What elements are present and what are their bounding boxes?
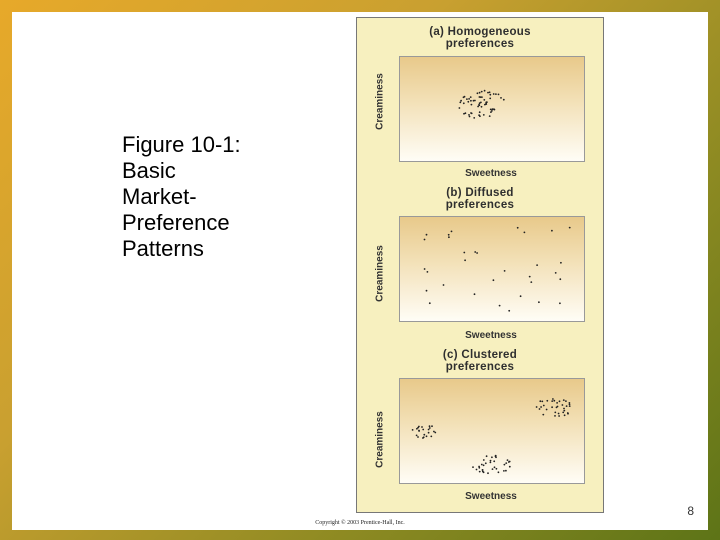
- preference-dot: [451, 231, 453, 233]
- panel-c-ylabel: Creaminess: [374, 411, 386, 468]
- preference-dot: [487, 92, 489, 94]
- preference-dot: [563, 399, 565, 401]
- preference-dot: [560, 262, 562, 264]
- preference-dot: [473, 100, 475, 102]
- preference-dot: [546, 400, 548, 402]
- preference-dot: [476, 469, 478, 471]
- preference-dot: [500, 97, 502, 99]
- preference-dot: [478, 104, 480, 106]
- title-line: Figure 10-1:: [122, 132, 241, 157]
- preference-dot: [509, 466, 511, 468]
- preference-dot: [423, 434, 425, 436]
- preference-dot: [491, 110, 493, 112]
- panel-c-xlabel: Sweetness: [465, 491, 517, 502]
- preference-dot: [482, 469, 484, 471]
- preference-dot: [422, 429, 424, 431]
- preference-dot: [469, 116, 471, 118]
- preference-dot: [418, 430, 420, 432]
- preference-dot: [504, 270, 506, 272]
- panel-c-dots: [400, 379, 584, 483]
- preference-dot: [495, 455, 497, 457]
- preference-dot: [466, 98, 468, 100]
- preference-dot: [471, 104, 473, 106]
- panel-c-plot: [399, 378, 585, 484]
- preference-dot: [524, 232, 526, 234]
- preference-dot: [479, 471, 481, 473]
- preference-dot: [543, 405, 545, 407]
- preference-dot: [430, 436, 432, 438]
- preference-dot: [433, 431, 435, 433]
- page-number: 8: [687, 504, 694, 518]
- preference-dot: [482, 471, 484, 473]
- preference-dot: [509, 461, 511, 463]
- preference-dot: [464, 259, 466, 261]
- preference-dot: [554, 412, 556, 414]
- preference-dot: [489, 94, 491, 96]
- preference-dot: [492, 108, 494, 110]
- preference-dot: [460, 100, 462, 102]
- preference-dot: [483, 99, 485, 101]
- preference-dot: [412, 429, 414, 431]
- preference-dot: [553, 400, 555, 402]
- preference-dot: [569, 405, 571, 407]
- preference-dot: [505, 462, 507, 464]
- preference-dot: [485, 103, 487, 105]
- preference-dot: [558, 415, 560, 417]
- preference-dot: [490, 462, 492, 464]
- preference-dot: [479, 111, 481, 113]
- preference-dot: [480, 102, 482, 104]
- preference-dot: [476, 252, 478, 254]
- preference-dot: [463, 252, 465, 254]
- preference-dot: [472, 466, 474, 468]
- preference-dot: [529, 276, 531, 278]
- preference-dot: [426, 435, 428, 437]
- preference-dot: [468, 98, 470, 100]
- preference-dot: [426, 234, 428, 236]
- preference-dot: [504, 464, 506, 466]
- preference-dot: [493, 460, 495, 462]
- preference-dot: [448, 236, 450, 238]
- preference-dot: [563, 410, 565, 412]
- preference-dot: [426, 290, 428, 292]
- preference-dot: [424, 239, 426, 241]
- preference-dot: [536, 264, 538, 266]
- panel-b-plot: [399, 216, 585, 322]
- slide: [12, 12, 708, 530]
- preference-dot: [418, 426, 420, 428]
- preference-dot: [498, 94, 500, 96]
- preference-dot: [459, 107, 461, 109]
- preference-dot: [474, 293, 476, 295]
- preference-dot: [487, 472, 489, 474]
- preference-dot: [551, 406, 553, 408]
- preference-dot: [495, 93, 497, 95]
- preference-dot: [428, 432, 430, 434]
- panel-b-dots: [400, 217, 584, 321]
- preference-dot: [489, 98, 491, 100]
- panel-b-title: (b) Diffused preferences: [445, 187, 515, 211]
- preference-dot: [499, 305, 501, 307]
- preference-dot: [490, 109, 492, 111]
- preference-dot: [428, 429, 430, 431]
- preference-dot: [470, 96, 472, 98]
- preference-dot: [494, 466, 496, 468]
- panel-a-plot: [399, 56, 585, 162]
- preference-dot: [546, 409, 548, 411]
- preference-dot: [468, 114, 470, 116]
- preference-dot: [551, 400, 553, 402]
- preference-dot: [538, 301, 540, 303]
- preference-dot: [559, 302, 561, 304]
- preference-dot: [483, 464, 485, 466]
- preference-dot: [562, 412, 564, 414]
- preference-dot: [490, 460, 492, 462]
- preference-dot: [429, 425, 431, 427]
- preference-dot: [552, 398, 554, 400]
- preference-dot: [520, 295, 522, 297]
- preference-dot: [481, 464, 483, 466]
- preference-dot: [493, 279, 495, 281]
- preference-dot: [429, 427, 431, 429]
- preference-dot: [563, 408, 565, 410]
- preference-dot: [498, 471, 500, 473]
- preference-dot: [486, 455, 488, 457]
- preference-dot: [507, 459, 509, 461]
- preference-dot: [424, 268, 426, 270]
- preference-dot: [416, 428, 418, 430]
- preference-dot: [555, 272, 557, 274]
- preference-dot: [417, 436, 419, 438]
- preference-figure: [356, 17, 604, 513]
- title-line: Patterns: [122, 236, 204, 261]
- preference-dot: [463, 102, 465, 104]
- panel-c-title: (c) Clustered preferences: [442, 349, 518, 373]
- preference-dot: [431, 425, 433, 427]
- preference-dot: [474, 251, 476, 253]
- preference-dot: [566, 405, 568, 407]
- preference-dot: [484, 90, 486, 92]
- preference-dot: [517, 227, 519, 229]
- preference-dot: [473, 117, 475, 119]
- preference-dot: [539, 400, 541, 402]
- preference-dot: [556, 407, 558, 409]
- preference-dot: [470, 100, 472, 102]
- panel-b-xlabel: Sweetness: [465, 330, 517, 341]
- preference-dot: [541, 401, 543, 403]
- preference-dot: [540, 406, 542, 408]
- preference-dot: [559, 400, 561, 402]
- preference-dot: [463, 113, 465, 115]
- preference-dot: [551, 230, 553, 232]
- preference-dot: [464, 96, 466, 98]
- preference-dot: [508, 310, 510, 312]
- preference-dot: [493, 93, 495, 95]
- preference-dot: [480, 96, 482, 98]
- title-line: Preference: [122, 210, 230, 235]
- preference-dot: [416, 435, 418, 437]
- preference-dot: [459, 102, 461, 104]
- preference-dot: [503, 99, 505, 101]
- preference-dot: [470, 112, 472, 114]
- panel-b-ylabel: Creaminess: [374, 245, 386, 302]
- preference-dot: [489, 91, 491, 93]
- preference-dot: [564, 414, 566, 416]
- preference-dot: [503, 470, 505, 472]
- preference-dot: [539, 408, 541, 410]
- preference-dot: [491, 456, 493, 458]
- preference-dot: [421, 426, 423, 428]
- preference-dot: [562, 404, 564, 406]
- preference-dot: [492, 468, 494, 470]
- preference-dot: [467, 101, 469, 103]
- preference-dot: [478, 466, 480, 468]
- slide-title: [122, 132, 322, 262]
- preference-dot: [542, 414, 544, 416]
- title-line: Basic: [122, 158, 176, 183]
- preference-dot: [567, 412, 569, 414]
- panel-a-xlabel: Sweetness: [465, 168, 517, 179]
- preference-dot: [448, 234, 450, 236]
- preference-dot: [530, 281, 532, 283]
- preference-dot: [536, 406, 538, 408]
- preference-dot: [485, 462, 487, 464]
- preference-dot: [429, 302, 431, 304]
- preference-dot: [565, 400, 567, 402]
- panel-a-title: (a) Homogeneous preferences: [429, 26, 531, 50]
- preference-dot: [505, 470, 507, 472]
- preference-dot: [422, 437, 424, 439]
- preference-dot: [496, 468, 498, 470]
- preference-dot: [477, 92, 479, 94]
- preference-dot: [481, 106, 483, 108]
- preference-dot: [481, 91, 483, 93]
- preference-dot: [569, 227, 571, 229]
- preference-dot: [489, 115, 491, 117]
- title-line: Market-: [122, 184, 197, 209]
- panel-a-ylabel: Creaminess: [374, 73, 386, 130]
- preference-dot: [479, 92, 481, 94]
- preference-dot: [554, 415, 556, 417]
- preference-dot: [556, 402, 558, 404]
- preference-dot: [558, 413, 560, 415]
- preference-dot: [483, 114, 485, 116]
- preference-dot: [479, 115, 481, 117]
- preference-dot: [483, 459, 485, 461]
- panel-a-dots: [400, 57, 584, 161]
- preference-dot: [427, 271, 429, 273]
- preference-dot: [477, 106, 479, 108]
- preference-dot: [443, 284, 445, 286]
- preference-dot: [569, 404, 571, 406]
- copyright-notice: Copyright © 2003 Prentice-Hall, Inc.: [315, 520, 405, 526]
- preference-dot: [559, 278, 561, 280]
